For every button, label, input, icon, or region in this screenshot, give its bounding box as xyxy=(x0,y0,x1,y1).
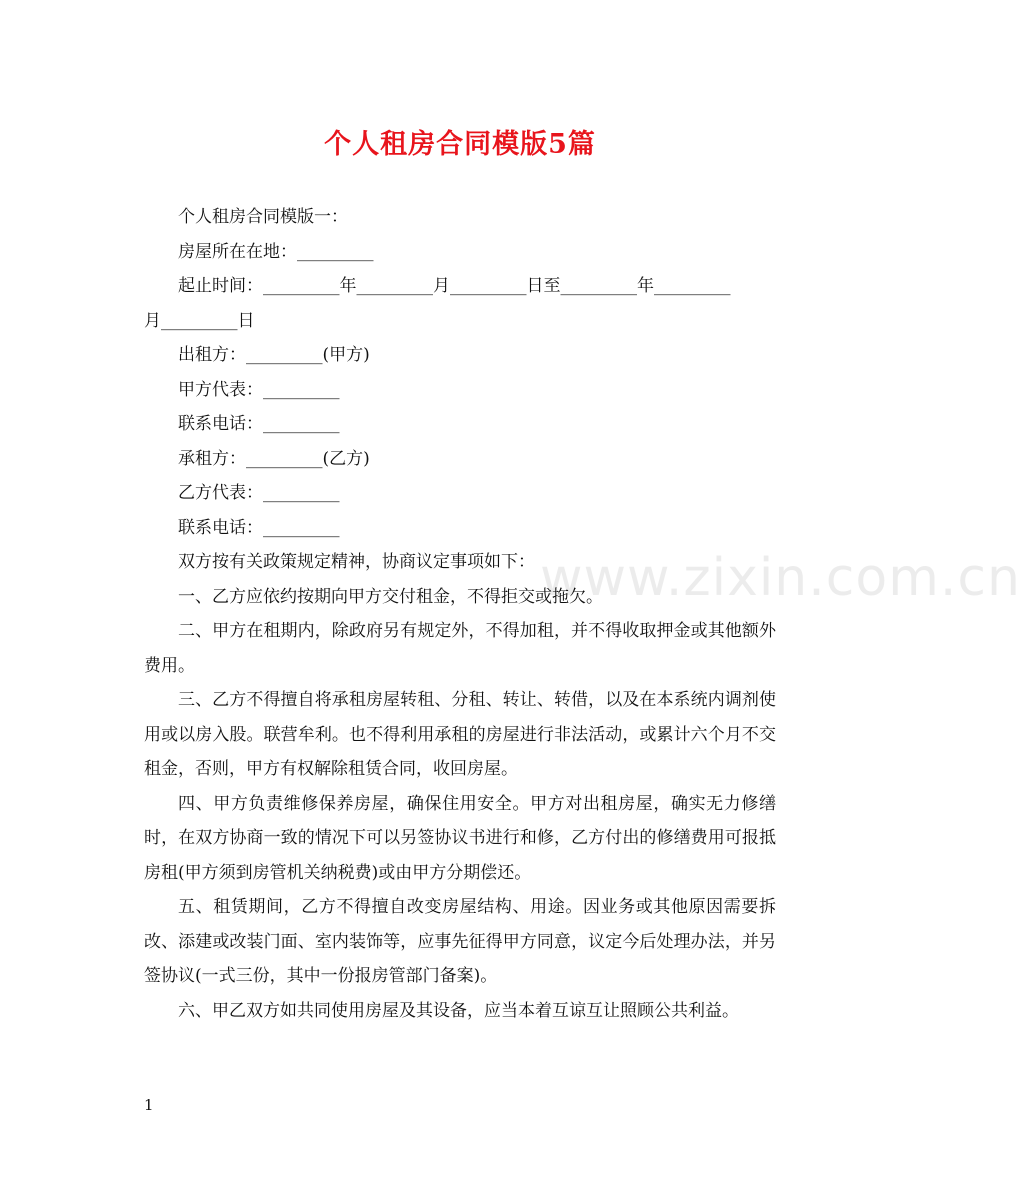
watermark: www.zixin.com.cn xyxy=(540,548,1021,608)
document-title: 个人租房合同模版5篇 xyxy=(324,129,596,160)
field-lessor: 出租方：_________(甲方) xyxy=(178,345,370,365)
clause-6: 六、甲乙双方如共同使用房屋及其设备，应当本着互谅互让照顾公共利益。 xyxy=(178,1000,739,1021)
section-heading: 个人租房合同模版一： xyxy=(178,207,348,227)
field-lessor-phone: 联系电话：_________ xyxy=(178,414,340,434)
field-period-start: 起止时间：_________年_________月_________日至_________年_________ xyxy=(178,276,731,296)
page-number: 1 xyxy=(144,1096,154,1114)
field-lessee-phone: 联系电话：_________ xyxy=(178,517,340,538)
clause-5: 五、租赁期间，乙方不得擅自改变房屋结构、用途。因业务或其他原因需要拆改、添建或改装门面、室内装饰等，应事先征得甲方同意，议定今后处理办法，并另签协议(一式三份，其中一份报房管部门备案)。 xyxy=(144,897,776,986)
clause-3: 三、乙方不得擅自将承租房屋转租、分租、转让、转借，以及在本系统内调剂使用或以房入股。联营牟利。也不得利用承租的房屋进行非法活动，或累计六个月不交租金，否则，甲方有权解除租赁合同，收回房屋。 xyxy=(144,690,776,779)
clause-1: 一、乙方应依约按期向甲方交付租金，不得拒交或拖欠。 xyxy=(178,586,603,607)
field-period-end: 月_________日 xyxy=(144,310,255,331)
field-lessee-representative: 乙方代表：_________ xyxy=(178,483,340,503)
contract-body xyxy=(144,200,776,1028)
field-lessee: 承租方：_________(乙方) xyxy=(178,448,370,469)
clause-4: 四、甲方负责维修保养房屋，确保住用安全。甲方对出租房屋，确实无力修缮时，在双方协商一致的情况下可以另签协议书进行和修，乙方付出的修缮费用可报抵房租(甲方须到房管机关纳税费)或由甲方分期偿还。 xyxy=(144,793,776,883)
field-lessor-representative: 甲方代表：_________ xyxy=(178,379,340,400)
clause-2: 二、甲方在租期内，除政府另有规定外，不得加租，并不得收取押金或其他额外费用。 xyxy=(144,621,776,676)
field-address: 房屋所在在地：_________ xyxy=(178,241,374,262)
agreement-intro: 双方按有关政策规定精神，协商议定事项如下： xyxy=(178,552,535,572)
